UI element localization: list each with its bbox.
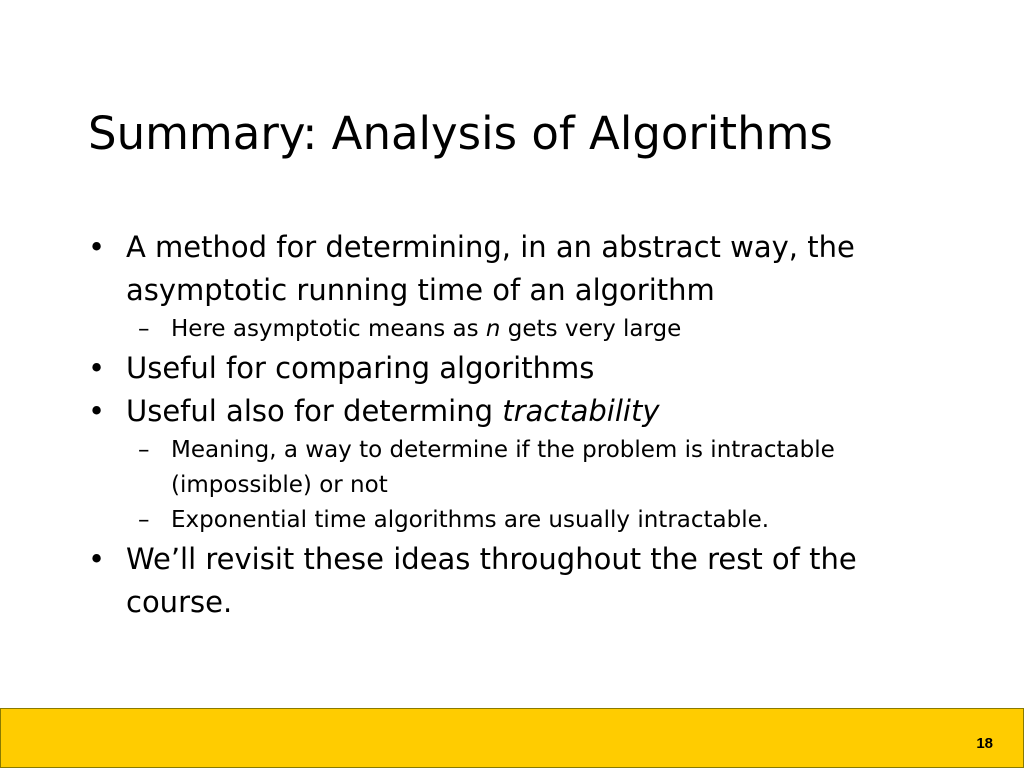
bullet-text: A method for determining, in an abstract way, the asymptotic running time of an algorithm [126,230,855,307]
bullet-marker: • [88,230,106,264]
bullet-text: We’ll revisit these ideas throughout the rest of the course. [126,542,857,619]
bullet-italic: tractability [502,394,660,428]
bullet-item [88,347,968,390]
bullet-marker: • [88,351,106,385]
sub-bullet-text: Exponential time algorithms are usually intractable. [171,507,770,533]
sub-bullet-item [88,433,968,503]
bullet-marker: • [88,394,106,428]
bullet-marker: • [88,542,106,576]
sub-bullet-text-after: gets very large [500,316,682,342]
sub-bullet-item [88,312,968,347]
bullet-item [88,538,968,624]
sub-bullet-text-before: Here asymptotic means as [171,316,486,342]
sub-bullet-text: Meaning, a way to determine if the problem is intractable (impossible) or not [171,437,835,498]
bullet-list [88,226,968,624]
dash-marker: – [138,507,150,533]
sub-bullet-italic: n [485,316,501,342]
footer-bar [0,708,1024,768]
dash-marker: – [138,316,150,342]
bullet-text-before: Useful also for determing [126,394,503,428]
page-number: 18 [976,735,993,752]
slide-title: Summary: Analysis of Algorithms [88,107,833,160]
sub-bullet-item [88,503,968,538]
bullet-item [88,226,968,312]
bullet-item [88,390,968,433]
dash-marker: – [138,437,150,463]
bullet-text: Useful for comparing algorithms [126,351,595,385]
